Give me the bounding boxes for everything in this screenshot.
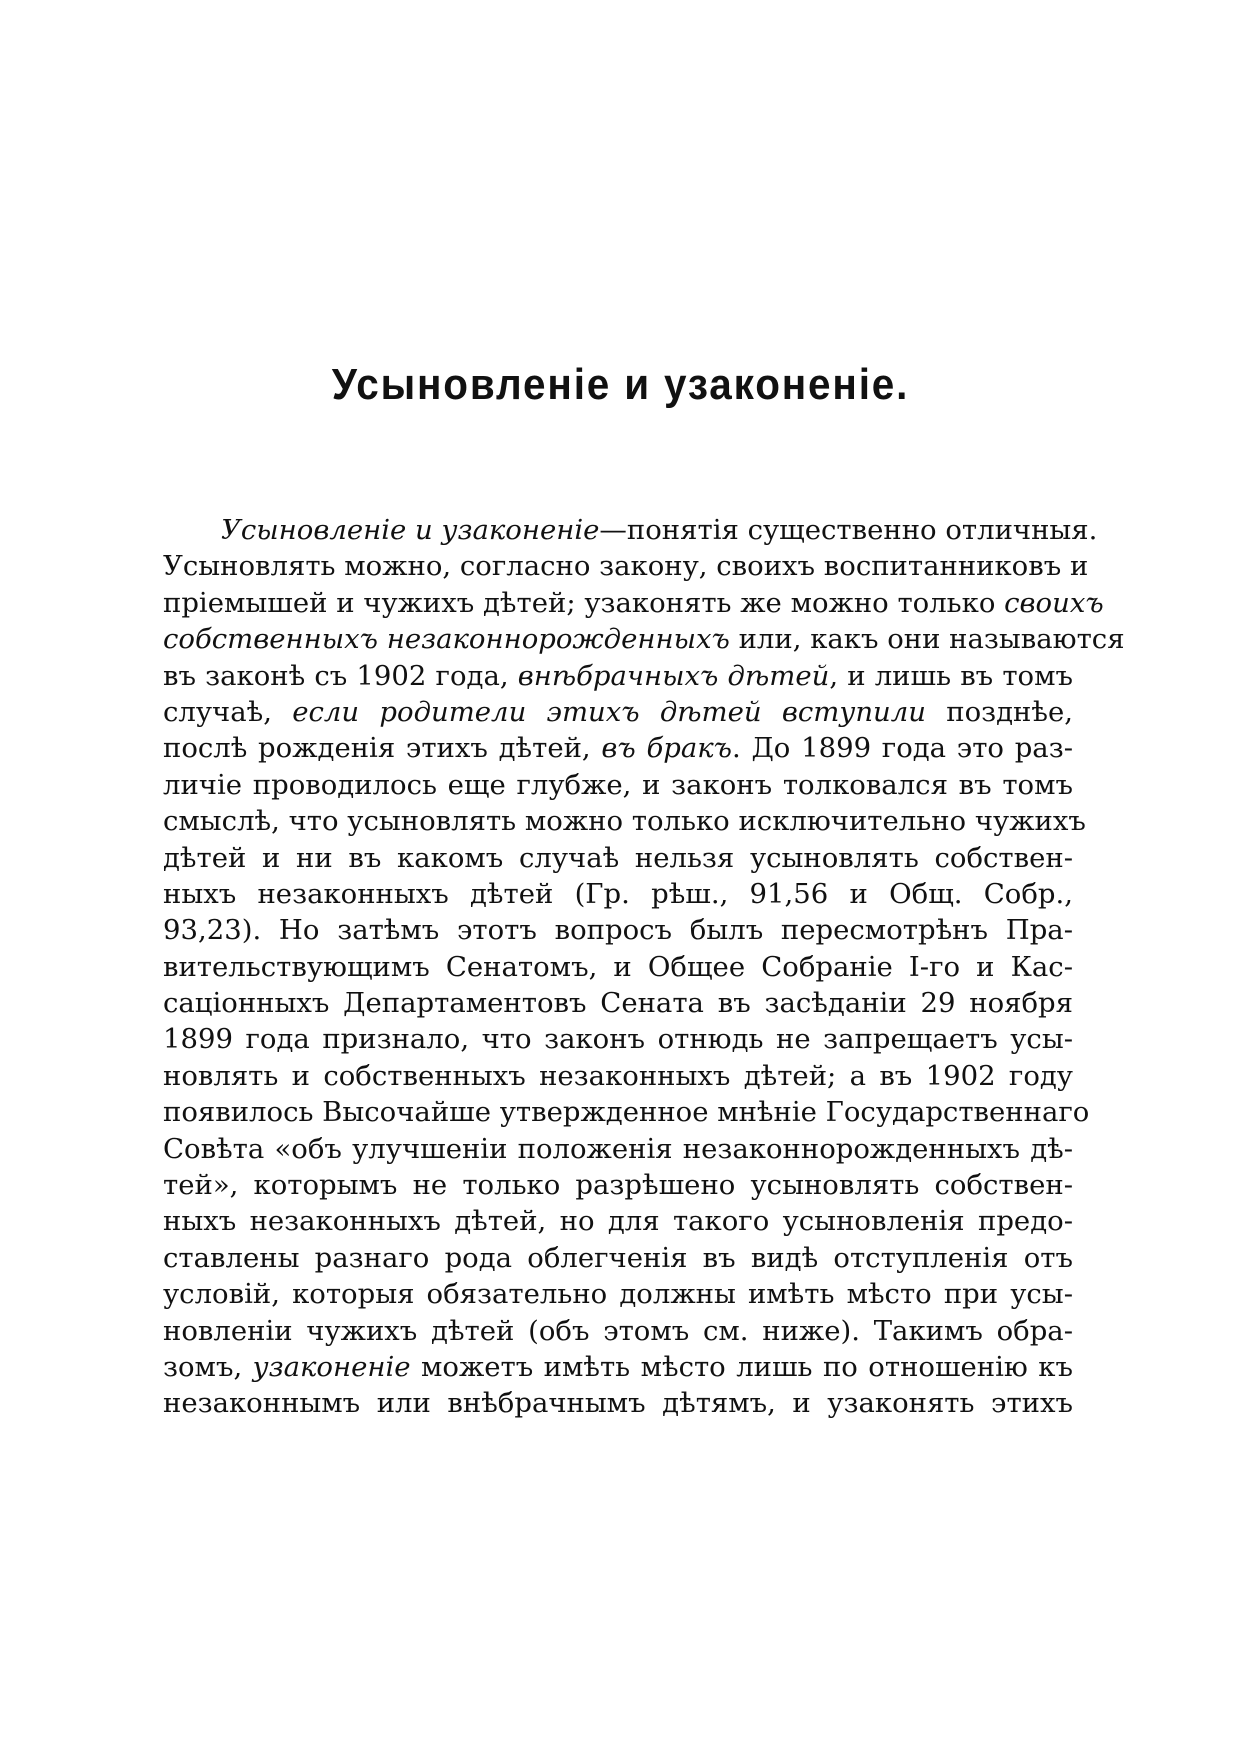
text-run: , и лишь въ томъ: [829, 659, 1074, 692]
text-line: [163, 1094, 1090, 1130]
text-run: въ законѣ съ 1902 года,: [163, 659, 518, 692]
text-line: [163, 658, 1073, 694]
text-line: [163, 840, 1073, 876]
text-line: [163, 1131, 1073, 1167]
text-run: 1899 года признало, что законъ отнюдь не запрещаетъ усы-: [163, 1023, 1073, 1056]
text-line: [163, 1167, 1073, 1203]
text-line: [163, 1203, 1073, 1239]
text-line: [163, 1349, 1073, 1385]
text-run: послѣ рожденія этихъ дѣтей,: [163, 732, 602, 765]
text-line: [163, 585, 1104, 621]
text-run: смыслѣ, что усыновлять можно только исключительно чужихъ: [163, 805, 1086, 838]
text-run: тей», которымъ не только разрѣшено усыновлять собствен-: [163, 1169, 1073, 1202]
text-run: личіе проводилось еще глубже, и законъ толковался въ томъ: [163, 768, 1073, 801]
text-run: пріемышей и чужихъ дѣтей; узаконять же можно только: [163, 586, 1005, 619]
text-line: [163, 985, 1073, 1021]
italic-text: если родители этихъ дѣтей вступили: [292, 695, 926, 728]
text-line: [163, 912, 1073, 948]
text-line: [163, 1021, 1073, 1057]
text-line: [163, 876, 1073, 912]
text-run: 93,23). Но затѣмъ этотъ вопросъ былъ пересмотрѣнъ Пра-: [163, 914, 1073, 947]
text-line: [163, 1276, 1073, 1312]
italic-text: собственныхъ незаконнорожденныхъ: [163, 623, 730, 656]
text-run: Усыновлять можно, согласно закону, своихъ воспитанниковъ и: [163, 550, 1089, 583]
italic-text: внѣбрачныхъ дѣтей: [517, 659, 830, 692]
text-run: случаѣ,: [163, 695, 293, 728]
text-line: [163, 1313, 1073, 1349]
text-line: [163, 548, 1089, 584]
italic-text: Усыновленіе и узаконеніе: [221, 514, 600, 546]
text-line: [163, 1385, 1073, 1421]
text-run: ныхъ незаконныхъ дѣтей, но для такого усыновленія предо-: [163, 1205, 1073, 1238]
body-paragraph: [163, 512, 1125, 1422]
text-line: [163, 767, 1073, 803]
italic-text: въ бракъ: [601, 732, 732, 765]
text-run: вительствующимъ Сенатомъ, и Общее Собраніе I-го и Кас-: [163, 950, 1073, 983]
text-line: [163, 1058, 1073, 1094]
text-run: позднѣе,: [925, 695, 1073, 728]
text-line: [163, 949, 1073, 985]
page-title: Усыновленіе и узаконеніе.: [331, 360, 910, 409]
text-run: новлять и собственныхъ незаконныхъ дѣтей; а въ 1902 году: [163, 1059, 1073, 1092]
text-run: незаконнымъ или внѣбрачнымъ дѣтямъ, и узаконять этихъ: [163, 1387, 1073, 1420]
text-run: появилось Высочайше утвержденное мнѣніе Государственнаго: [163, 1096, 1090, 1129]
text-run: или, какъ они называются: [729, 623, 1125, 656]
text-run: можетъ имѣть мѣсто лишь по отношенію къ: [410, 1350, 1073, 1383]
italic-text: узаконеніе: [252, 1350, 411, 1383]
text-run: зомъ,: [163, 1350, 253, 1383]
text-run: . До 1899 года это раз-: [731, 732, 1073, 765]
text-run: новленіи чужихъ дѣтей (объ этомъ см. ниже). Такимъ обра-: [163, 1314, 1073, 1347]
text-run: ставлены разнаго рода облегченія въ видѣ отступленія отъ: [163, 1241, 1073, 1274]
text-run: Совѣта «объ улучшеніи положенія незаконнорожденныхъ дѣ-: [163, 1132, 1073, 1165]
text-run: условій, которыя обязательно должны имѣть мѣсто при усы-: [163, 1278, 1073, 1311]
text-line: [163, 1240, 1073, 1276]
text-line: [163, 694, 1073, 730]
text-line: [163, 730, 1073, 766]
text-line: [163, 803, 1086, 839]
text-line: [163, 621, 1125, 657]
text-run: саціонныхъ Департаментовъ Сената въ засѣданіи 29 ноября: [163, 987, 1073, 1020]
text-line: [163, 512, 1098, 548]
text-run: дѣтей и ни въ какомъ случаѣ нельзя усыновлять собствен-: [163, 841, 1073, 874]
italic-text: своихъ: [1004, 586, 1104, 619]
text-run: ныхъ незаконныхъ дѣтей (Гр. рѣш., 91,56 и Общ. Собр.,: [163, 877, 1073, 910]
text-run: —понятія существенно отличныя.: [599, 514, 1098, 546]
